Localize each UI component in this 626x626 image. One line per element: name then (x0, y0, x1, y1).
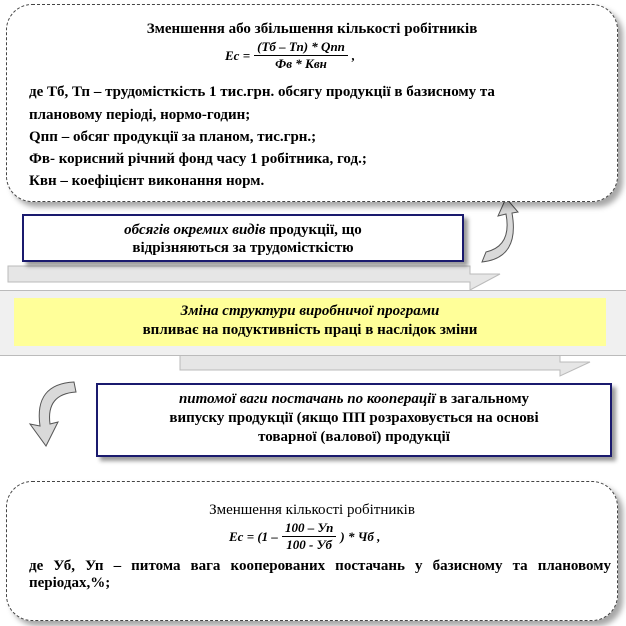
cooperation-share-box (96, 383, 612, 457)
curved-arrow-down-left (30, 382, 76, 446)
curved-arrow-up-right (482, 198, 518, 262)
formula-fraction (254, 39, 348, 72)
product-volumes-line2: відрізняються за трудомісткістю (132, 240, 354, 256)
formula-lhs: Ес = (1 – (229, 528, 278, 544)
workers-change-formula (225, 39, 355, 72)
cooperation-share-line2: випуску продукції (якщо ПП розраховується на основі (169, 410, 539, 426)
product-volumes-emph: обсягів окремих видів (124, 222, 266, 238)
cooperation-share-line3: товарної (валової) продукції (258, 429, 450, 445)
formula-denominator: 100 - Уб (286, 537, 332, 552)
workers-reduction-box (6, 481, 618, 621)
program-structure-box (14, 298, 606, 346)
workers-change-title: Зменшення або збільшення кількості робітників (146, 21, 478, 37)
product-volumes-text: продукції, що (265, 222, 362, 238)
program-structure-text: впливає на подуктивність праці в наслідок зміни (142, 322, 478, 338)
workers-change-box (6, 4, 618, 202)
formula-lhs: Ес = (225, 47, 251, 63)
formula-numerator: (Тб – Тп) * Qпп (254, 39, 348, 56)
arrow-down-left (8, 266, 500, 290)
formula-fraction (282, 520, 336, 553)
cooperation-share-text: в загальному (435, 391, 530, 407)
workers-reduction-definition: де Уб, Уп – питома вага кооперованих постачань у базисному та плановому періодах,%; (29, 558, 611, 591)
workers-reduction-title: Зменшення кількості робітників (209, 502, 415, 518)
workers-reduction-formula (229, 520, 380, 553)
formula-tail: , (351, 47, 356, 63)
definition-line: де Тб, Тп – трудомісткість 1 тис.грн. обсягу продукції в базисному та (29, 84, 495, 100)
arrow-down-right (180, 354, 590, 376)
definition-line: плановому періоді, нормо-годин; (29, 107, 251, 123)
program-structure-title: Зміна структури виробничої програми (180, 303, 440, 319)
formula-tail: ) * Чб , (340, 528, 381, 544)
definition-line: Qпп – обсяг продукції за планом, тис.грн.; (29, 129, 317, 145)
definition-line: Квн – коефіцієнт виконання норм. (29, 173, 265, 189)
definition-line: Фв- корисний річний фонд часу 1 робітника, год.; (29, 151, 367, 167)
formula-numerator: 100 – Уп (282, 520, 336, 537)
product-volumes-box (22, 214, 464, 262)
cooperation-share-emph: питомої ваги постачань по кооперації (178, 391, 436, 407)
formula-denominator: Фв * Квн (275, 56, 327, 71)
